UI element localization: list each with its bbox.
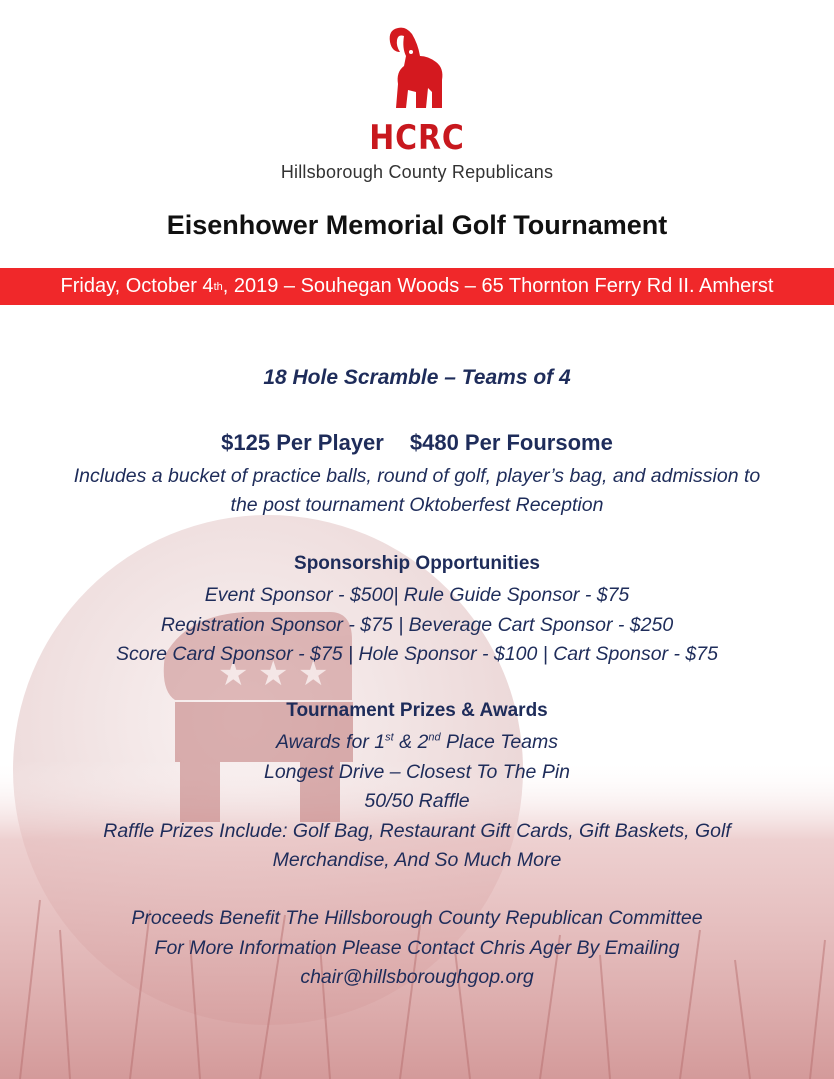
banner-date: Friday, October 4 (60, 275, 214, 297)
hcrc-logo (0, 22, 834, 117)
price-per-player: $125 Per Player (221, 430, 384, 455)
svg-text:★: ★ (298, 655, 329, 693)
sponsorship-line: Event Sponsor - $500| Rule Guide Sponsor - $75 (204, 584, 630, 606)
prizes-line: 50/50 Raffle (364, 790, 470, 812)
prizes-heading: Tournament Prizes & Awards (286, 700, 548, 721)
event-format: 18 Hole Scramble – Teams of 4 (263, 366, 571, 389)
sponsorship-line: Score Card Sponsor - $75 | Hole Sponsor - $100 | Cart Sponsor - $75 (116, 643, 718, 665)
prizes-line: Longest Drive – Closest To The Pin (263, 760, 571, 783)
prizes-line-awards: Awards for 1st & 2nd Place Teams (275, 731, 559, 753)
elephant-icon (382, 22, 452, 117)
includes-line: Includes a bucket of practice balls, round of golf, player’s bag, and admission to (73, 465, 761, 487)
event-date-location-banner: Friday, October 4 th , 2019 – Souhegan Woods – 65 Thornton Ferry Rd II. Amherst (0, 268, 834, 305)
prizes-list (0, 728, 834, 876)
org-acronym: HCRC (369, 118, 465, 158)
pricing-includes (10, 462, 824, 520)
sponsorship-list (0, 581, 834, 670)
svg-text:★: ★ (258, 655, 289, 693)
footer-line: For More Information Please Contact Chris Ager By Emailing (154, 936, 680, 959)
footer-line: Proceeds Benefit The Hillsborough County Republican Committee (131, 907, 703, 929)
banner-location: , 2019 – Souhegan Woods – 65 Thornton Ferry Rd II. Amherst (222, 275, 774, 297)
includes-line: the post tournament Oktoberfest Reception (230, 494, 604, 516)
event-title: Eisenhower Memorial Golf Tournament (166, 210, 668, 240)
pricing (0, 430, 834, 456)
org-name: Hillsborough County Republicans (280, 162, 554, 182)
price-per-foursome: $480 Per Foursome (409, 430, 613, 455)
prizes-line: Merchandise, And So Much More (272, 849, 562, 871)
footer-info (0, 904, 834, 993)
prizes-line: Raffle Prizes Include: Golf Bag, Restaurant Gift Cards, Gift Baskets, Golf (103, 819, 731, 842)
sponsorship-heading: Sponsorship Opportunities (294, 553, 540, 574)
sponsorship-line: Registration Sponsor - $75 | Beverage Cart Sponsor - $250 (160, 613, 674, 636)
svg-text:★: ★ (218, 655, 249, 693)
contact-email[interactable]: chair@hillsboroughgop.org (300, 966, 534, 988)
